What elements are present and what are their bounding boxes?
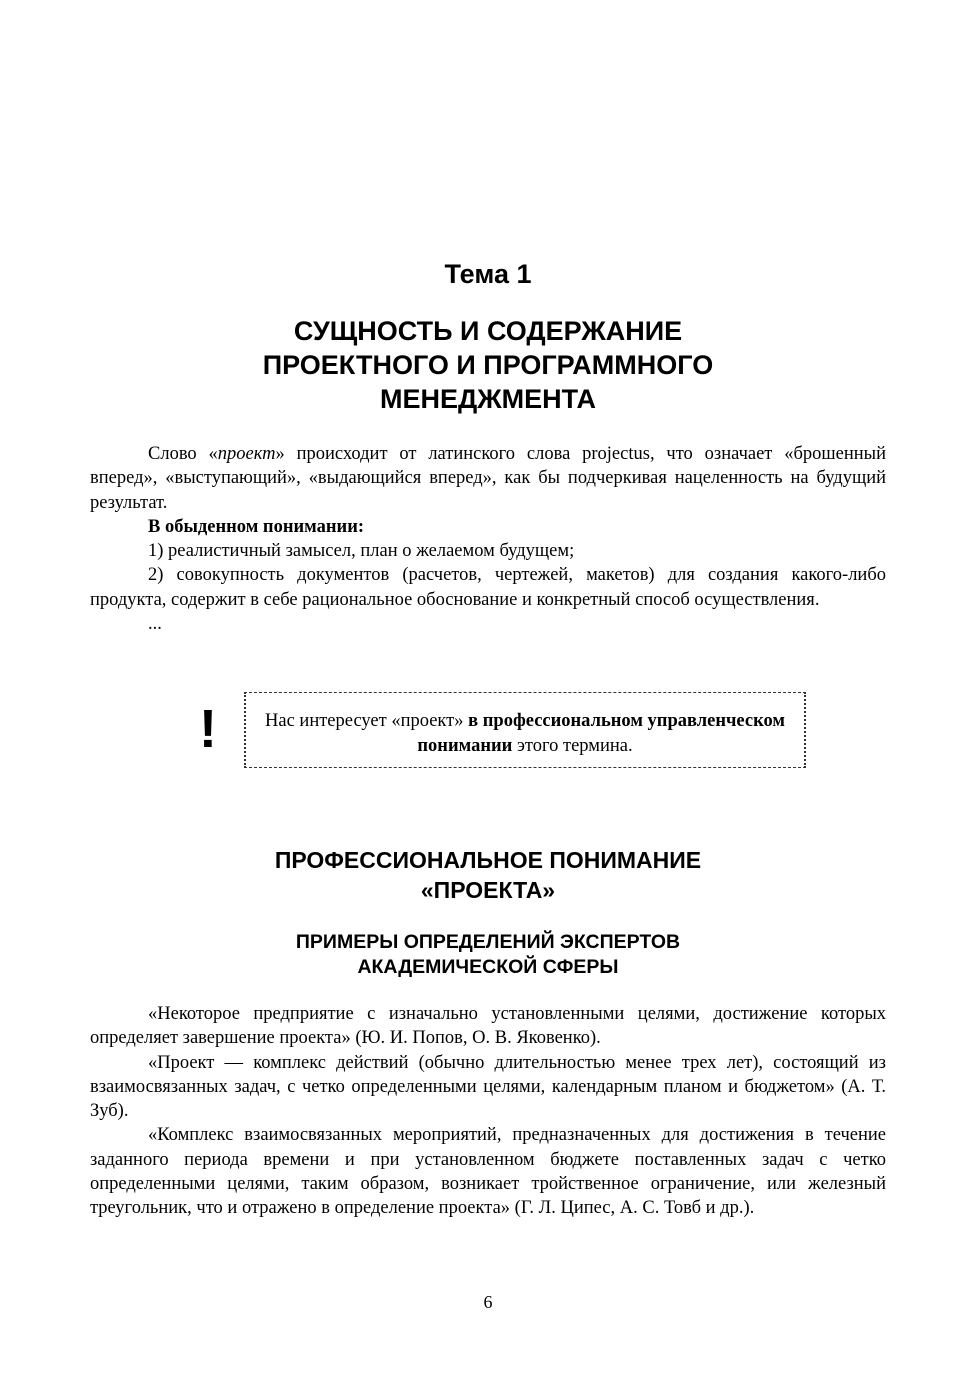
intro-text-start: Слово «: [148, 444, 218, 464]
definition-paragraph: «Комплекс взаимосвязанных мероприятий, предназначенных для достижения в течение заданного периода времени и при установленном бюджете поставленных задач с четко определенными целями, таким образом, возникает тройственное ограничение, или железный треугольник, что и отражено в определение проекта» (Г. Л. Ципес, А. С. Товб и др.).: [90, 1125, 886, 1219]
intro-term: проект: [217, 444, 276, 464]
section-title-line-2: «ПРОЕКТА»: [420, 877, 556, 903]
section-title-line-1: ПРОФЕССИОНАЛЬНОЕ ПОНИМАНИЕ: [274, 847, 702, 873]
everyday-item-1: 1) реалистичный замысел, план о желаемом будущем;: [148, 541, 575, 562]
subsection-title-line-2: АКАДЕМИЧЕСКОЙ СФЕРЫ: [357, 956, 619, 978]
callout-text-end: этого термина.: [512, 735, 633, 756]
main-title-line-1: СУЩНОСТЬ И СОДЕРЖАНИЕ: [293, 316, 683, 346]
intro-text-rest: » происходит от латинского слова projectus, что означает «брошенный вперед», «выступающий», «выдающийся вперед», как бы подчеркивая нацеленность на будущий результат.: [90, 444, 886, 513]
main-title-line-3: МЕНЕДЖМЕНТА: [380, 384, 596, 414]
section-title: [0, 845, 976, 905]
subsection-title: [0, 930, 976, 980]
subsection-title-line-1: ПРИМЕРЫ ОПРЕДЕЛЕНИЙ ЭКСПЕРТОВ: [295, 931, 681, 953]
callout-text-bold: в профессиональном управленческом понимании: [417, 711, 785, 756]
definition-paragraph: «Проект — комплекс действий (обычно длительностью менее трех лет), состоящий из взаимосвязанных задач, с четко определенными целями, календарным планом и бюджетом» (А. Т. Зуб).: [90, 1052, 886, 1122]
exclamation-icon: !: [199, 699, 217, 759]
everyday-heading-text: В обыденном понимании:: [148, 516, 365, 537]
everyday-item-2: 2) совокупность документов (расчетов, чертежей, макетов) для создания какого-либо продукта, содержит в себе рациональное обоснование и конкретный способ осуществления.: [90, 565, 886, 610]
callout: [196, 692, 810, 774]
everyday-heading: [90, 515, 886, 539]
main-title: [0, 314, 976, 416]
main-title-line-2: ПРОЕКТНОГО И ПРОГРАММНОГО: [262, 350, 714, 380]
ellipsis: ...: [148, 614, 162, 635]
callout-text: [246, 709, 804, 758]
intro-paragraph: [90, 442, 886, 515]
page-number: 6: [483, 1292, 493, 1312]
callout-text-start: Нас интересует «проект»: [265, 711, 469, 731]
topic-label: Тема 1: [444, 259, 532, 289]
callout-box: [244, 692, 806, 768]
definition-paragraph: «Некоторое предприятие с изначально установленными целями, достижение которых определяет завершение проекта» (Ю. И. Попов, О. В. Яковенко).: [90, 1004, 886, 1049]
intro-block: [90, 442, 886, 636]
definitions-block: [90, 1002, 886, 1221]
